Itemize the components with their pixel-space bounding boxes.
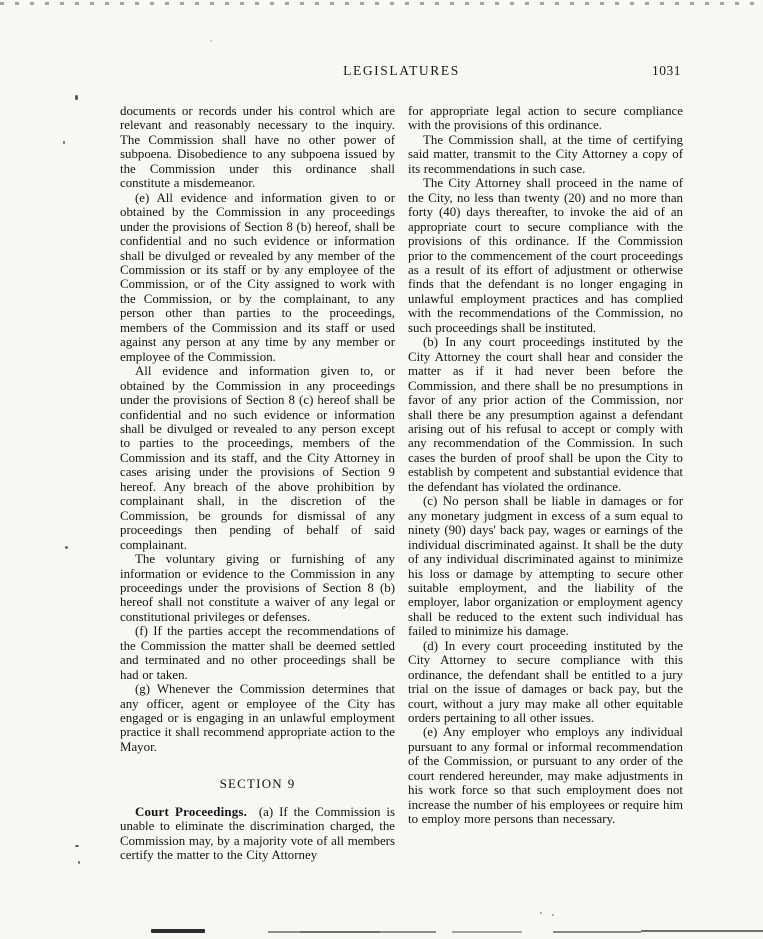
paragraph-lead-text: (a) If the Commission is unable to eliminate the discrimination charged, the Commission may, by a majority vote of all members certify the matter to the City Attorney — [120, 804, 395, 863]
paragraph-lead-bold: Court Proceedings. — [135, 804, 248, 819]
paragraph: (b) In any court proceedings instituted by the City Attorney the court shall hear and consider the matter as if it had never been before the Commission, and there shall be no presumptions in favor of any prior action of the Commission, nor shall there be any presumption against a defendant arising out of his refusal to accept or comply with any recommendation of the Commission. In such cases the burden of proof shall be upon the City to establish by competent and substantial evidence that the defendant has violated the ordinance. — [408, 335, 683, 494]
paragraph: documents or records under his control which are relevant and reasonably necessary to the inquiry. The Commission shall have no other power of subpoena. Disobedience to any subpoena issued by the Commission under this ordinance shall constitute a misdemeanor. — [120, 104, 395, 191]
paragraph: (e) All evidence and information given to or obtained by the Commission in any proceedings under the provisions of Section 8 (b) hereof, shall be confidential and no such evidence or information shall be divulged or revealed by any member of the Commission or its staff or by any employee of the Commission, or of the City assigned to work with the Commission, or by the complainant, to any person other than parties to the proceedings, members of the Commission and its staff or used against any person at any time by any member or employee of the Commission. — [120, 190, 395, 364]
scan-speck — [552, 914, 554, 916]
scan-speck — [63, 141, 65, 144]
scan-speck — [78, 861, 80, 864]
scan-bottom-line-segment — [641, 930, 763, 932]
scan-speck — [75, 95, 78, 100]
scan-bottom-line-segment — [452, 931, 522, 933]
paragraph: All evidence and information given to, or obtained by the Commission in any proceedings under the provisions of Section 8 (c) hereof shall be confidential and no such evidence or information shall be divulged or revealed to any person except to parties to the proceedings, members of the Commission and its staff, and the City Attorney in cases arising under the provisions of Section 9 hereof. Any breach of the above prohibition by complainant shall, in the discretion of the Commission, be grounds for dismissal of any proceedings then pending of behalf of said complainant. — [120, 364, 395, 552]
paragraph: The voluntary giving or furnishing of any information or evidence to the Commission in any proceedings under the provisions of Section 8 (b) hereof shall not constitute a waiver of any legal or constitutional privileges or defenses. — [120, 552, 395, 624]
section-heading: SECTION 9 — [219, 776, 296, 792]
scan-edge-dotted-line — [0, 2, 763, 5]
paragraph-court-proceedings — [120, 805, 395, 863]
scan-speck — [540, 912, 542, 914]
scan-bottom-line-segment — [553, 931, 641, 933]
text-columns — [120, 104, 683, 863]
scan-bottom-line-segment — [300, 931, 380, 933]
scan-speck — [65, 546, 68, 549]
paragraph: The City Attorney shall proceed in the name of the City, no less than twenty (20) and no more than forty (40) days thereafter, to invoke the aid of an appropriate court to secure compliance with the provisions of this ordinance. If the Commission prior to the commencement of the court proceedings as a result of its effort of adjustment or otherwise finds that the defendant is no longer engaging in unlawful employment practices and has complied with the recommendations of the Commission, no such proceedings shall be instituted. — [408, 176, 683, 335]
paragraph: (e) Any employer who employs any individual pursuant to any formal or informal recommendation of the Commission, or pursuant to any order of the court rendered hereunder, may make adjustments in his work force so that such employment does not increase the number of his employees or require him to employ more persons than necessary. — [408, 725, 683, 827]
paragraph: (g) Whenever the Commission determines that any officer, agent or employee of the City has engaged or is engaging in an unlawful employment practice it shall recommend appropriate action to the Mayor. — [120, 682, 395, 754]
scan-speck — [75, 845, 79, 847]
paragraph: for appropriate legal action to secure compliance with the provisions of this ordinance. — [408, 104, 683, 133]
scan-speck — [210, 40, 212, 42]
page-number: 1031 — [652, 63, 681, 78]
paragraph: The Commission shall, at the time of certifying said matter, transmit to the City Attorney a copy of its recommendations in such case. — [408, 132, 683, 176]
scan-bottom-line-segment — [151, 929, 205, 933]
page-header — [120, 63, 683, 81]
paragraph: (c) No person shall be liable in damages or for any monetary judgment in excess of a sum equal to ninety (90) days' back pay, wages or earnings of the individual discriminated against. It shall be the duty of any individual discriminated against to minimize his loss or damage by attempting to secure other suitable employment, and the liability of the employer, labor organization or employment agency shall be reduced to the extent such individual has failed to minimize his damage. — [408, 494, 683, 639]
paragraph: (f) If the parties accept the recommendations of the Commission the matter shall be deemed settled and terminated and no other proceedings shall be had or taken. — [120, 624, 395, 682]
left-column — [120, 104, 395, 863]
right-column — [408, 104, 683, 863]
paragraph: (d) In every court proceeding instituted by the City Attorney to secure compliance with this ordinance, the defendant shall be entitled to a jury trial on the issue of damages or back pay, but the court, without a jury may make all other equitable orders pertaining to all other issues. — [408, 638, 683, 726]
running-title: LEGISLATURES — [343, 63, 460, 78]
